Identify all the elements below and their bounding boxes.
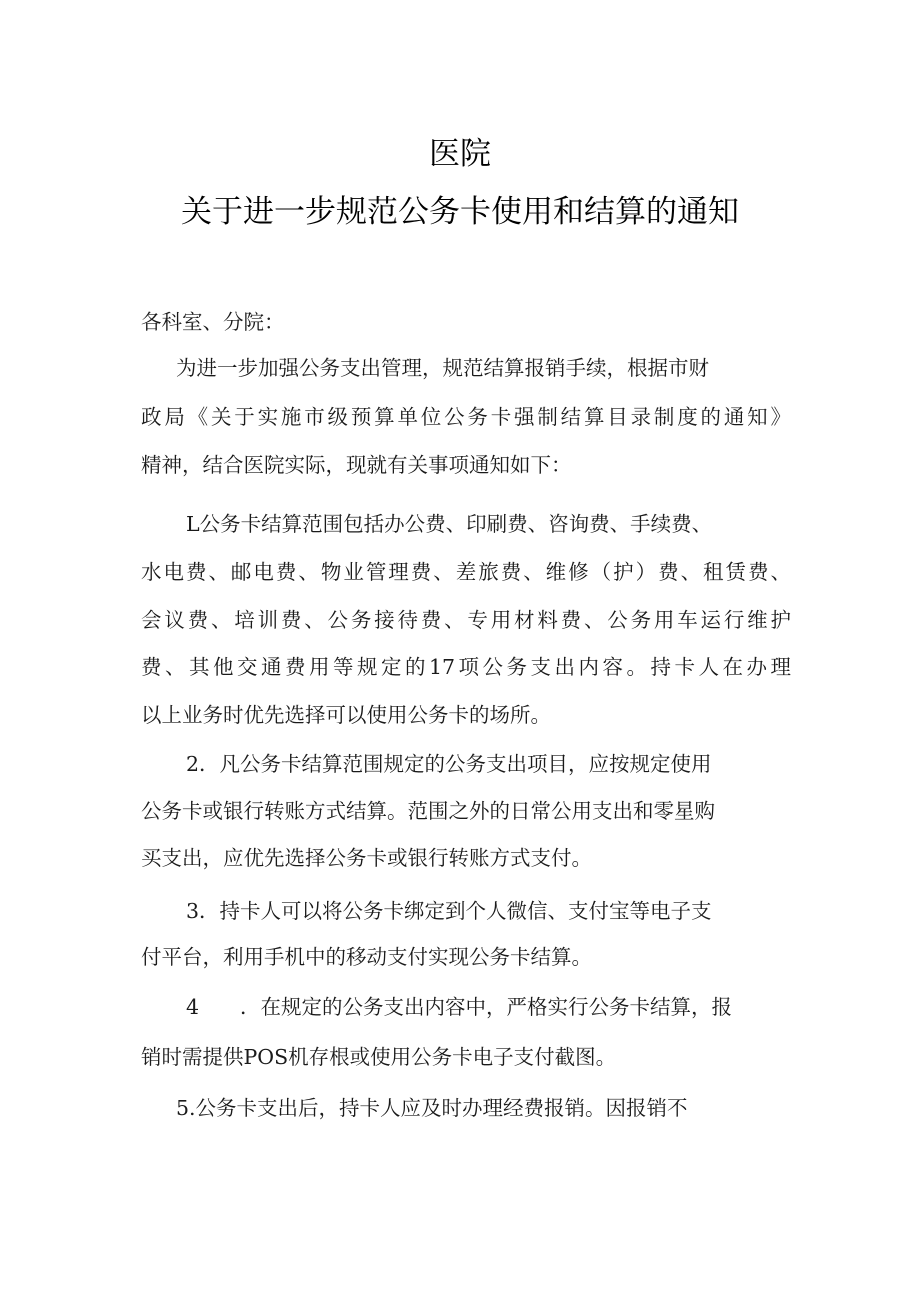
- paragraph-line: 4 ．在规定的公务支出内容中，严格实行公务卡结算，报: [186, 995, 733, 1019]
- paragraph-line: 精神，结合医院实际，现就有关事项通知如下：: [141, 453, 572, 477]
- paragraph-line: 5.公务卡支出后，持卡人应及时办理经费报销。因报销不: [176, 1096, 688, 1120]
- paragraph-line: 买支出，应优先选择公务卡或银行转账方式支付。: [141, 846, 592, 870]
- paragraph-line: 3．持卡人可以将公务卡绑定到个人微信、支付宝等电子支: [186, 899, 712, 923]
- paragraph-line: 2．凡公务卡结算范围规定的公务支出项目，应按规定使用: [186, 752, 712, 776]
- paragraph-line: 销时需提供POS机存根或使用公务卡电子支付截图。: [141, 1045, 617, 1069]
- title-line-1: 医院: [429, 136, 491, 172]
- paragraph-line: L公务卡结算范围包括办公费、印刷费、咨询费、手续费、: [186, 512, 713, 536]
- paragraph-line: 付平台，利用手机中的移动支付实现公务卡结算。: [141, 945, 592, 969]
- salutation: 各科室、分院：: [141, 310, 285, 334]
- title-line-2: 关于进一步规范公务卡使用和结算的通知: [181, 194, 739, 230]
- paragraph-line: 政局《关于实施市级预算单位公务卡强制结算目录制度的通知》: [141, 405, 791, 429]
- paragraph-line: 公务卡或银行转账方式结算。范围之外的日常公用支出和零星购: [141, 799, 715, 823]
- paragraph-line: 为进一步加强公务支出管理，规范结算报销手续，根据市财: [176, 356, 709, 380]
- paragraph-line: 会议费、培训费、公务接待费、专用材料费、公务用车运行维护: [141, 608, 791, 632]
- paragraph-line: 水电费、邮电费、物业管理费、差旅费、维修（护）费、租赁费、: [141, 560, 791, 584]
- paragraph-line: 费、其他交通费用等规定的17项公务支出内容。持卡人在办理: [141, 655, 791, 679]
- paragraph-line: 以上业务时优先选择可以使用公务卡的场所。: [141, 703, 551, 727]
